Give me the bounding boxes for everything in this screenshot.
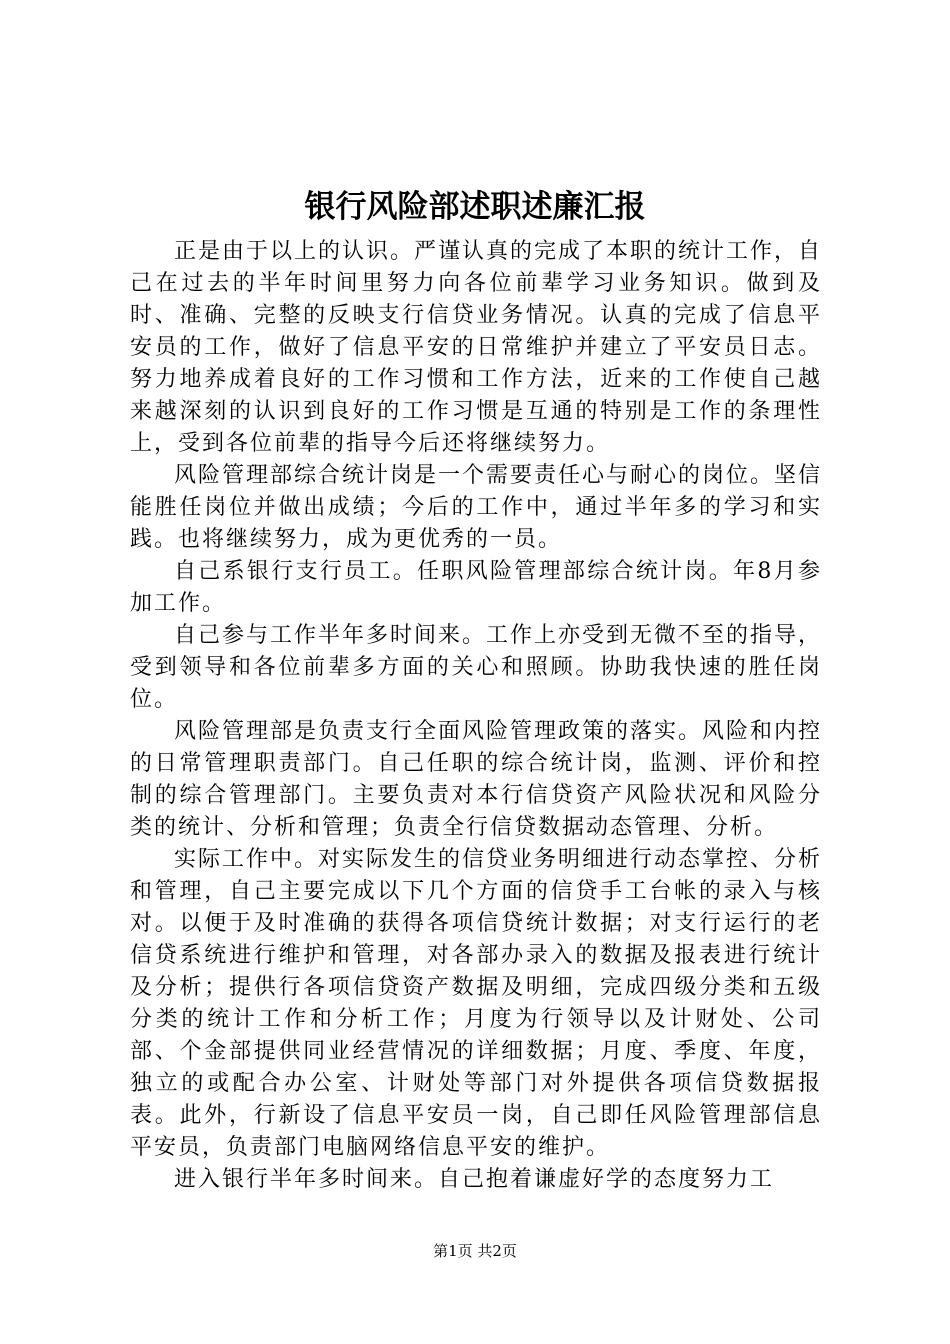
paragraph: 自己参与工作半年多时间来。工作上亦受到无微不至的指导，受到领导和各位前辈多方面的关心和照顾。协助我快速的胜任岗位。 [130,623,823,712]
paragraph: 正是由于以上的认识。严谨认真的完成了本职的统计工作，自己在过去的半年时间里努力向各位前辈学习业务知识。做到及时、准确、完整的反映支行信贷业务情况。认真的完成了信息平安员的工作，做好了信息平安的日常维护并建立了平安员日志。努力地养成着良好的工作习惯和工作方法，近来的工作使自己越来越深刻的认识到良好的工作习惯是互通的特别是工作的条理性上，受到各位前辈的指导今后还将继续努力。 [130,239,823,456]
paragraph: 实际工作中。对实际发生的信贷业务明细进行动态掌控、分析和管理，自己主要完成以下几个方面的信贷手工台帐的录入与核对。以便于及时准确的获得各项信贷统计数据；对支行运行的老信贷系统进行维护和管理，对各部办录入的数据及报表进行统计及分析；提供行各项信贷资产数据及明细，完成四级分类和五级分类的统计工作和分析工作；月度为行领导以及计财处、公司部、个金部提供同业经营情况的详细数据；月度、季度、年度，独立的或配合办公室、计财处等部门对外提供各项信贷数据报表。此外，行新设了信息平安员一岗，自己即任风险管理部信息平安员，负责部门电脑网络信息平安的维护。 [130,847,823,1160]
page-footer: 第1页 共2页 [433,1242,517,1260]
document-body [130,236,822,1196]
paragraph: 自己系银行支行员工。任职风险管理部综合统计岗。年8月参加工作。 [130,559,822,616]
paragraph: 风险管理部是负责支行全面风险管理政策的落实。风险和内控的日常管理职责部门。自己任职的综合统计岗，监测、评价和控制的综合管理部门。主要负责对本行信贷资产风险状况和风险分类的统计、分析和管理；负责全行信贷数据动态管理、分析。 [130,719,823,840]
document-title: 银行风险部述职述廉汇报 [304,189,646,225]
paragraph: 风险管理部综合统计岗是一个需要责任心与耐心的岗位。坚信能胜任岗位并做出成绩；今后的工作中，通过半年多的学习和实践。也将继续努力，成为更优秀的一员。 [130,463,823,552]
paragraph: 进入银行半年多时间来。自己抱着谦虚好学的态度努力工 [174,1167,775,1192]
